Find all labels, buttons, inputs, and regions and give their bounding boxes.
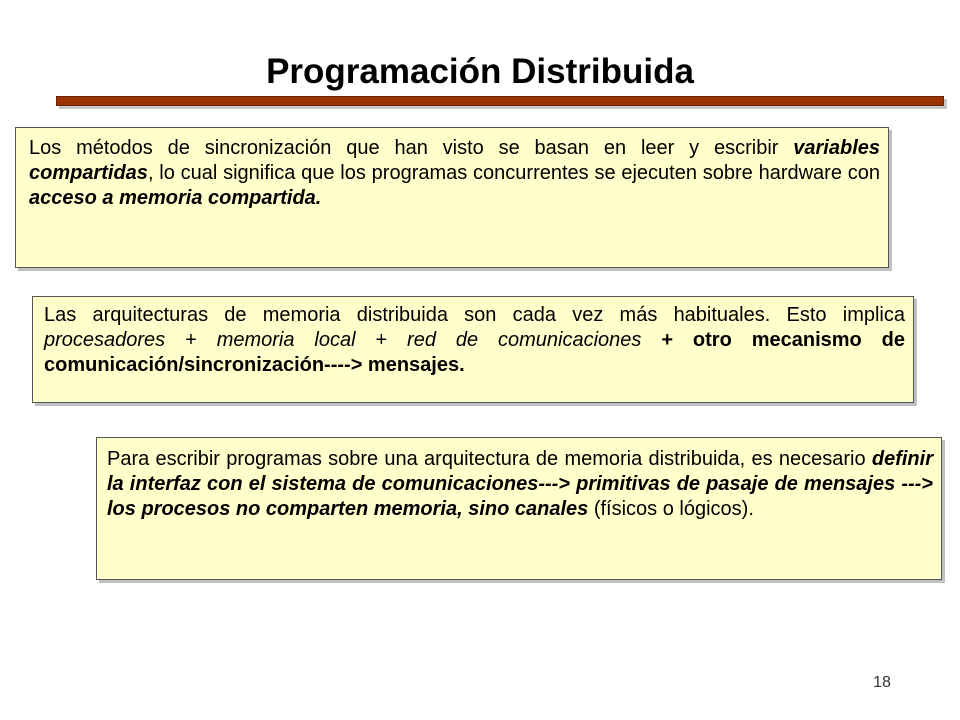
text-span: (físicos o lógicos). [588,498,754,520]
text-span: , lo cual significa que los programas concurrentes se ejecuten sobre hardware con [147,162,880,184]
italic-procesadores: procesadores [44,329,166,351]
text-span: + [165,329,217,351]
title-underline-bar [56,96,944,106]
text-box-distributed-memory [32,296,914,403]
italic-memoria-local: memoria local [216,329,356,351]
emphasis-interfaz-comunicaciones: definir la interfaz con el sistema de comunicaciones---> primitivas de pasaje de mensajes ---> los procesos no comparten memoria, sino canales [107,448,933,520]
emphasis-variables-compartidas: variables compartidas [29,137,880,184]
text-box-message-passing [96,437,942,580]
text-box-shared-memory [15,127,889,268]
paragraph-message-passing [107,447,933,522]
italic-red-comunicaciones: red de comunicaciones [407,329,642,351]
text-span: Los métodos de sincronización que han visto se basan en leer y escribir [29,137,794,159]
bold-otro-mecanismo: + otro mecanismo de comunicación/sincronización----> mensajes. [44,329,906,376]
text-span: Para escribir programas sobre una arquitectura de memoria distribuida, es necesario [107,448,872,470]
paragraph-shared-memory [29,136,880,211]
text-span: Las arquitecturas de memoria distribuida son cada vez más habituales. Esto implica [44,304,905,326]
slide-title: Programación Distribuida [266,52,694,91]
emphasis-acceso-memoria-compartida: acceso a memoria compartida. [29,187,322,209]
text-span: + [355,329,408,351]
paragraph-distributed-memory [44,303,905,378]
page-number: 18 [873,674,891,691]
